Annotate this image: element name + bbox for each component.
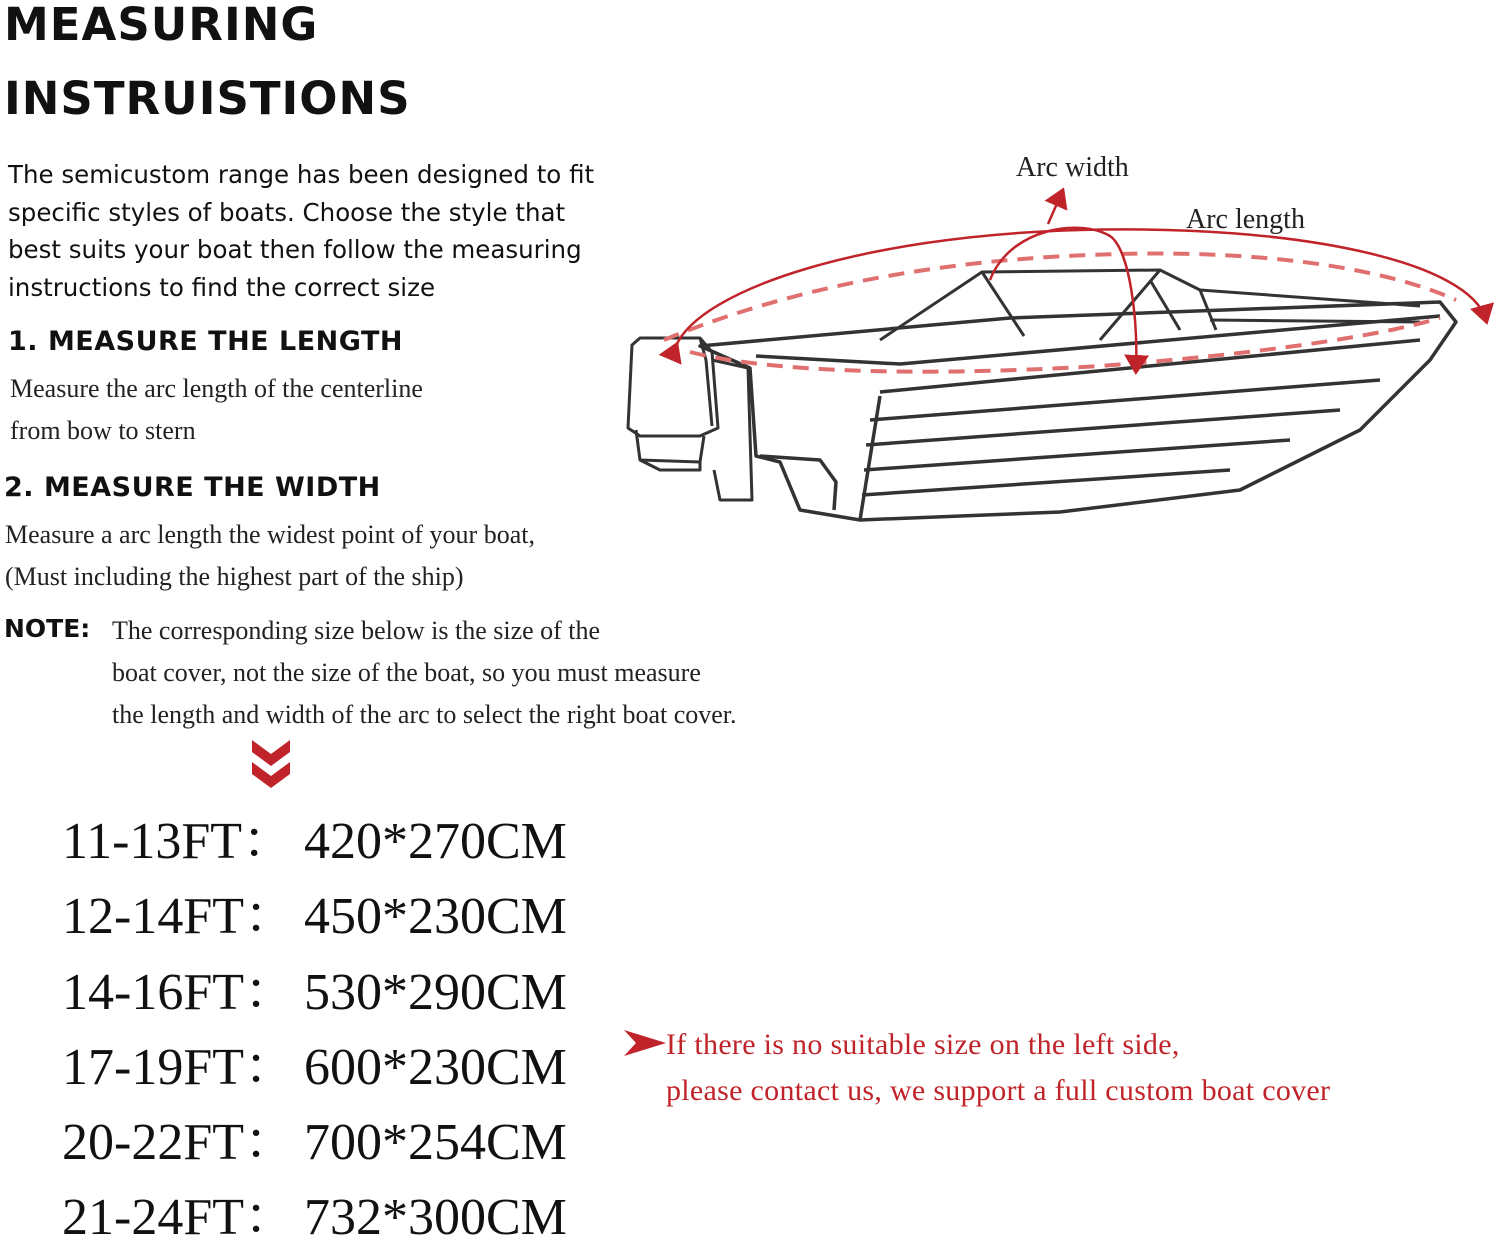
size-row — [62, 1114, 567, 1171]
note-label: NOTE: — [4, 614, 91, 643]
size-feet: 21-24FT： — [62, 1189, 297, 1246]
right-arrow-icon — [624, 1028, 666, 1058]
note-text — [112, 610, 942, 736]
size-feet: 14-16FT： — [62, 964, 297, 1021]
size-feet: 12-14FT： — [62, 888, 297, 945]
intro-paragraph — [8, 156, 708, 306]
note-line: the length and width of the arc to select the right boat cover. — [112, 700, 737, 729]
size-feet: 20-22FT： — [62, 1114, 297, 1171]
step-length-line: from bow to stern — [10, 416, 196, 445]
arc-width-label: Arc width — [1016, 152, 1129, 183]
size-cm: 732*300CM — [304, 1189, 567, 1246]
size-cm: 700*254CM — [304, 1114, 567, 1171]
size-row — [62, 1039, 567, 1096]
step-width-line: (Must including the highest part of the ship) — [5, 562, 464, 591]
step-length-line: Measure the arc length of the centerline — [10, 374, 423, 403]
page-title-line2: INSTRUISTIONS — [4, 72, 411, 125]
intro-line: best suits your boat then follow the measuring — [8, 235, 582, 264]
contact-line2: please contact us, we support a full custom boat cover — [666, 1074, 1331, 1107]
size-cm: 530*290CM — [304, 964, 567, 1021]
note-line: boat cover, not the size of the boat, so you must measure — [112, 658, 701, 687]
boat-hull — [700, 302, 1456, 520]
intro-line: instructions to find the correct size — [8, 272, 436, 302]
size-feet: 11-13FT： — [62, 813, 295, 870]
size-cm: 420*270CM — [304, 813, 567, 870]
step-length-heading: 1. MEASURE THE LENGTH — [8, 326, 403, 357]
page-title-line1: MEASURING — [4, 0, 319, 51]
step-width-heading: 2. MEASURE THE WIDTH — [4, 472, 381, 503]
size-feet: 17-19FT： — [62, 1039, 297, 1096]
double-chevron-down-icon — [250, 738, 292, 792]
size-cm: 450*230CM — [304, 888, 567, 945]
size-row — [62, 1189, 567, 1246]
arc-length-label: Arc length — [1186, 204, 1305, 235]
step-width-body — [5, 514, 535, 598]
arc-width-pointer — [1048, 192, 1062, 224]
intro-line: specific styles of boats. Choose the style that — [8, 197, 566, 227]
size-row — [62, 964, 567, 1021]
step-width-line: Measure a arc length the widest point of your boat, — [5, 520, 535, 549]
note-line: The corresponding size below is the size of the — [112, 616, 601, 645]
contact-line1: If there is no suitable size on the left side, — [666, 1028, 1180, 1061]
size-row — [62, 813, 567, 870]
arc-length-dashed-line — [664, 254, 1456, 340]
arc-length-arrow — [676, 229, 1486, 346]
boat-diagram — [610, 180, 1500, 530]
step-length-body — [10, 368, 423, 452]
intro-line: The semicustom range has been designed to fit — [8, 160, 595, 189]
size-row — [62, 888, 567, 945]
size-cm: 600*230CM — [304, 1039, 567, 1096]
